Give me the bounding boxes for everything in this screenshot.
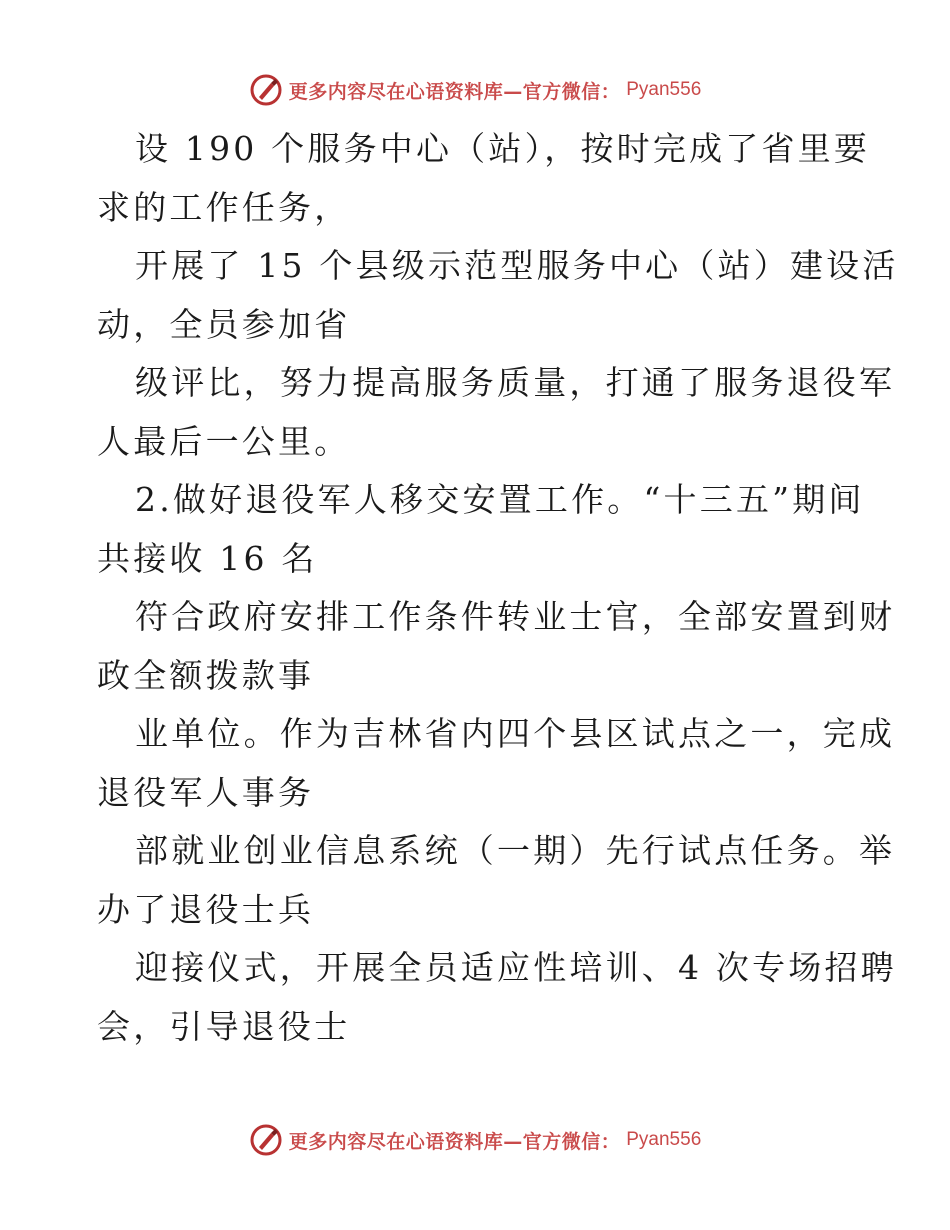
text-line: 会，引导退役士 xyxy=(97,1006,351,1046)
text-line: 部就业创业信息系统（一期）先行试点任务。举 xyxy=(135,831,896,870)
text-line: 符合政府安排工作条件转业士官，全部安置到财 xyxy=(135,597,896,636)
text-line: 共接收 16 名 xyxy=(97,538,318,578)
text-line: 2.做好退役军人移交安置工作。“十三五”期间 xyxy=(135,480,865,519)
watermark-wechat-id: Pyan556 xyxy=(626,1129,702,1150)
pen-logo-icon xyxy=(249,73,283,107)
text-line: 政全额拨款事 xyxy=(97,655,315,695)
watermark-text: 更多内容尽在心语资料库—官方微信： xyxy=(288,1130,621,1153)
document-body xyxy=(97,120,899,1056)
header-watermark xyxy=(0,70,950,110)
footer-watermark xyxy=(0,1120,950,1160)
pen-logo-icon xyxy=(249,1123,283,1157)
text-line: 人最后一公里。 xyxy=(97,421,351,461)
text-line: 动，全员参加省 xyxy=(97,304,351,344)
text-line: 开展了 15 个县级示范型服务中心（站）建设活 xyxy=(135,246,899,285)
text-line: 求的工作任务， xyxy=(97,187,351,227)
text-line: 级评比，努力提高服务质量，打通了服务退役军 xyxy=(135,363,896,402)
text-line: 业单位。作为吉林省内四个县区试点之一，完成 xyxy=(135,714,896,753)
text-line: 迎接仪式，开展全员适应性培训、4 次专场招聘 xyxy=(135,948,897,987)
watermark-text: 更多内容尽在心语资料库—官方微信： xyxy=(288,80,621,103)
watermark-wechat-id: Pyan556 xyxy=(626,79,702,100)
text-line: 退役军人事务 xyxy=(97,772,315,812)
text-line: 设 190 个服务中心（站），按时完成了省里要 xyxy=(135,129,871,168)
text-line: 办了退役士兵 xyxy=(97,889,315,929)
